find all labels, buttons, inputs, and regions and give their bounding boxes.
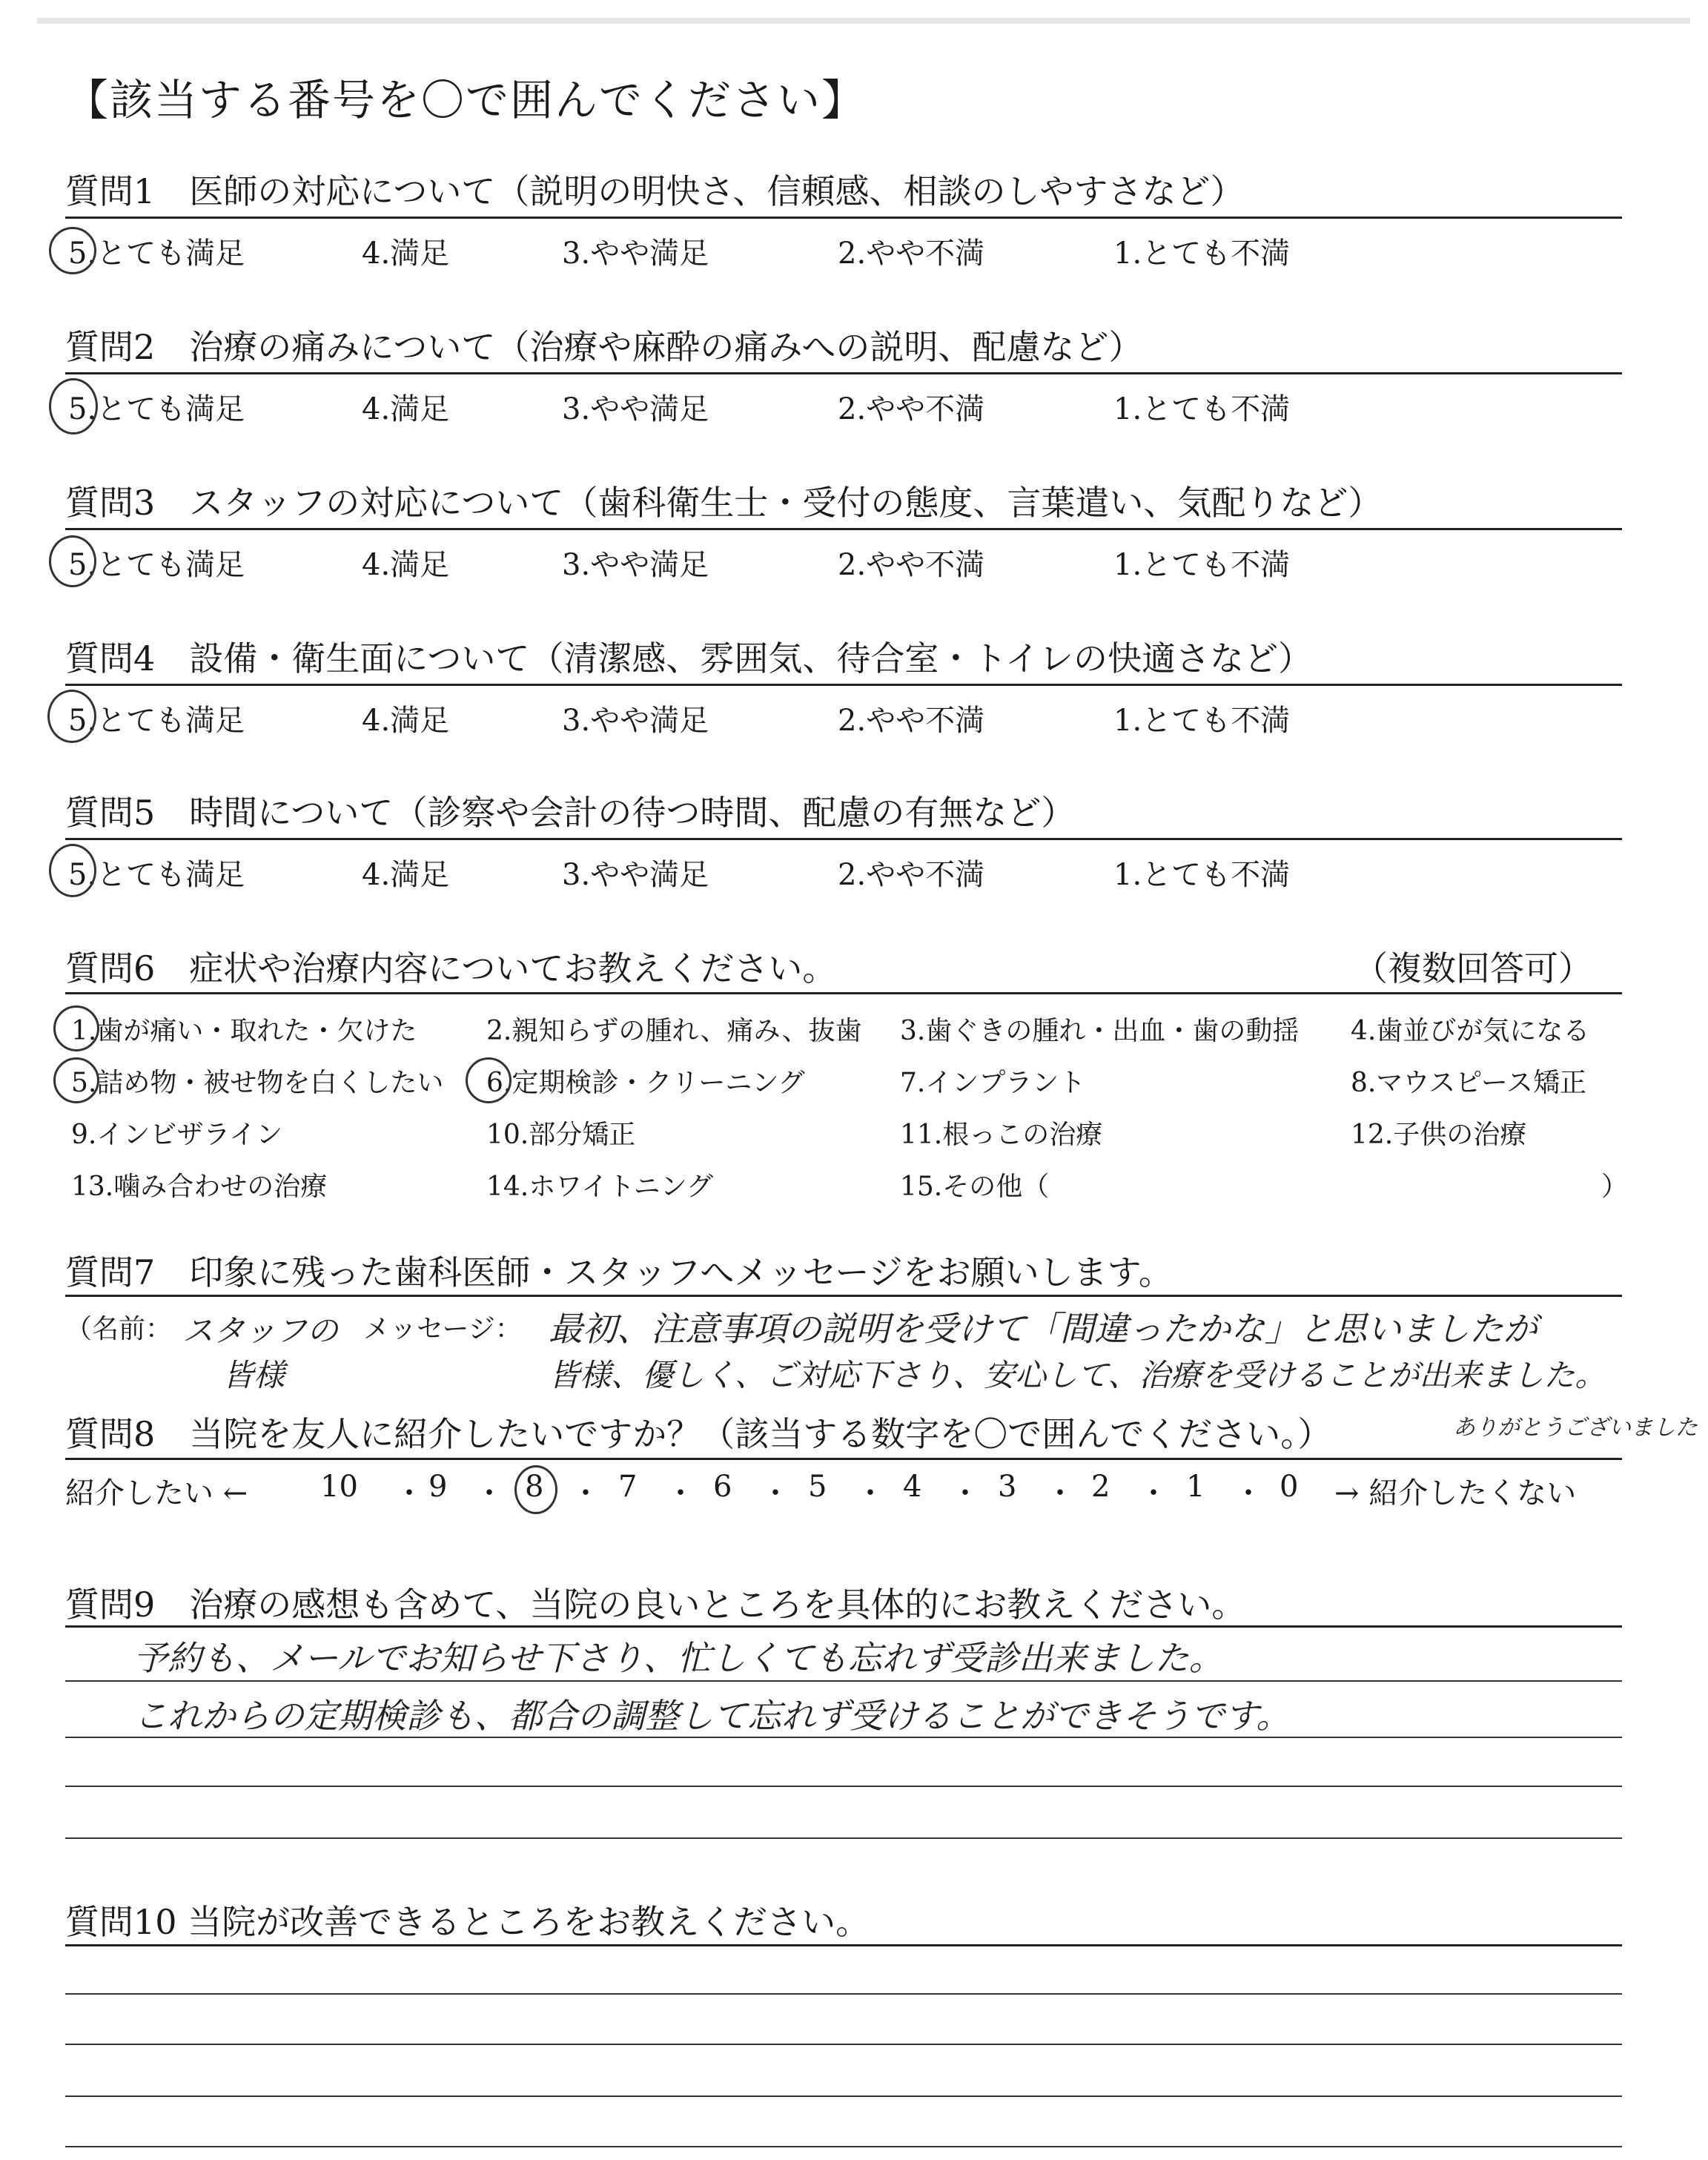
question-4-title: 質問4 設備・衛生面について（清潔感、雰囲気、待合室・トイレの快適さなど）: [65, 638, 1313, 678]
q6-option-15-close: ）: [1601, 1172, 1629, 1202]
q6-option-9[interactable]: 9.インビザライン: [71, 1120, 283, 1150]
q3-option-4[interactable]: 4.満足: [362, 548, 450, 582]
q7-name-value-line-2: 皆様: [222, 1357, 285, 1393]
q8-scale-0[interactable]: 0: [1280, 1470, 1299, 1504]
question-10-title: 質問10 当院が改善できるところをお教えください。: [65, 1902, 870, 1942]
q8-scale-8[interactable]: 8: [525, 1470, 544, 1504]
q7-message-label: メッセージ：: [363, 1314, 522, 1344]
q9-answer-rule-3: [65, 1786, 1622, 1787]
q5-selected-circle: [49, 844, 96, 897]
question-1-title: 質問1 医師の対応について（説明の明快さ、信頼感、相談のしやすさなど）: [65, 171, 1245, 211]
q6-option-5[interactable]: 5.詰め物・被せ物を白くしたい: [71, 1068, 444, 1098]
q6-selected-circle-5: [53, 1057, 99, 1103]
q6-option-15[interactable]: 15.その他（: [900, 1172, 1050, 1202]
q1-option-1[interactable]: 1.とても不満: [1113, 237, 1291, 271]
q7-name-label: （名前：: [65, 1314, 173, 1344]
q2-option-1[interactable]: 1.とても不満: [1113, 392, 1291, 426]
q5-option-4[interactable]: 4.満足: [362, 858, 450, 892]
q8-left-label: 紹介したい ←: [65, 1476, 248, 1510]
q9-answer-rule-2: [65, 1737, 1622, 1738]
q6-option-11[interactable]: 11.根っこの治療: [900, 1120, 1103, 1150]
q8-separator: ・: [950, 1476, 980, 1510]
q6-option-8[interactable]: 8.マウスピース矯正: [1351, 1068, 1587, 1098]
q2-selected-circle: [49, 378, 98, 435]
q1-option-4[interactable]: 4.満足: [362, 237, 450, 271]
q3-option-3[interactable]: 3.やや満足: [562, 548, 709, 582]
q8-separator: ・: [394, 1476, 424, 1510]
q4-option-2[interactable]: 2.やや不満: [838, 704, 985, 738]
q3-option-2[interactable]: 2.やや不満: [838, 548, 985, 582]
q6-option-7[interactable]: 7.インプラント: [900, 1068, 1086, 1098]
q9-answer-rule-1: [65, 1680, 1622, 1682]
q8-separator: ・: [571, 1476, 600, 1510]
q10-answer-rule-4: [65, 2146, 1622, 2147]
q8-selected-circle: [514, 1465, 557, 1514]
q8-separator: ・: [1234, 1476, 1263, 1510]
q3-selected-circle: [49, 535, 96, 587]
q8-scale-10[interactable]: 10: [320, 1470, 358, 1504]
question-8-title: 質問8 当院を友人に紹介したいですか？（該当する数字を〇で囲んでください。）: [65, 1414, 1332, 1454]
q2-option-2[interactable]: 2.やや不満: [838, 392, 985, 426]
q10-answer-rule-1: [65, 1993, 1622, 1995]
q1-selected-circle: [49, 227, 96, 274]
q6-option-14[interactable]: 14.ホワイトニング: [486, 1172, 714, 1202]
question-4-rule: [65, 684, 1622, 686]
question-2-title: 質問2 治療の痛みについて（治療や麻酔の痛みへの説明、配慮など）: [65, 327, 1143, 367]
q5-option-5[interactable]: 5.とても満足: [68, 858, 245, 892]
q1-option-5[interactable]: 5.とても満足: [68, 237, 245, 271]
q4-selected-circle: [47, 690, 96, 743]
q8-scale-2[interactable]: 2: [1091, 1470, 1110, 1504]
question-5-title: 質問5 時間について（診察や会計の待つ時間、配慮の有無など）: [65, 793, 1076, 833]
q8-scale-7[interactable]: 7: [618, 1470, 638, 1504]
q8-separator: ・: [666, 1476, 695, 1510]
q7-message-line-2: 皆様、優しく、ご対応下さり、安心して、治療を受けることが出来ました。: [549, 1357, 1606, 1393]
q6-option-4[interactable]: 4.歯並びが気になる: [1351, 1016, 1590, 1046]
q6-option-13[interactable]: 13.噛み合わせの治療: [71, 1172, 328, 1202]
q6-option-6[interactable]: 6.定期検診・クリーニング: [486, 1068, 805, 1098]
q10-answer-rule-2: [65, 2044, 1622, 2045]
q8-separator: ・: [855, 1476, 885, 1510]
q8-scale-4[interactable]: 4: [903, 1470, 922, 1504]
q2-option-5[interactable]: 5.とても満足: [68, 392, 245, 426]
q8-scale-9[interactable]: 9: [428, 1470, 448, 1504]
q2-option-3[interactable]: 3.やや満足: [562, 392, 709, 426]
q8-right-label: → 紹介したくない: [1334, 1476, 1577, 1510]
question-2-rule: [65, 372, 1622, 374]
q2-option-4[interactable]: 4.満足: [362, 392, 450, 426]
q8-scale-3[interactable]: 3: [998, 1470, 1017, 1504]
q5-option-3[interactable]: 3.やや満足: [562, 858, 709, 892]
q8-separator: ・: [1139, 1476, 1168, 1510]
question-9-title: 質問9 治療の感想も含めて、当院の良いところを具体的にお教えください。: [65, 1585, 1246, 1625]
question-6-title: 質問6 症状や治療内容についてお教えください。: [65, 948, 837, 988]
q8-separator: ・: [761, 1476, 790, 1510]
q8-scale-6[interactable]: 6: [713, 1470, 732, 1504]
question-1-rule: [65, 217, 1622, 219]
q6-selected-circle-1: [53, 1005, 99, 1051]
q5-option-2[interactable]: 2.やや不満: [838, 858, 985, 892]
q8-separator: ・: [1045, 1476, 1075, 1510]
q7-message-line-3: ありがとうございました: [1453, 1415, 1698, 1441]
question-8-rule: [65, 1458, 1622, 1460]
q9-answer-line-1: 予約も、メールでお知らせ下さり、忙しくても忘れず受診出来ました。: [133, 1638, 1223, 1678]
q6-option-3[interactable]: 3.歯ぐきの腫れ・出血・歯の動揺: [900, 1016, 1300, 1046]
q6-option-10[interactable]: 10.部分矯正: [486, 1120, 636, 1150]
q4-option-1[interactable]: 1.とても不満: [1113, 704, 1291, 738]
q6-option-12[interactable]: 12.子供の治療: [1351, 1120, 1527, 1150]
q3-option-5[interactable]: 5.とても満足: [68, 548, 245, 582]
q4-option-4[interactable]: 4.満足: [362, 704, 450, 738]
q3-option-1[interactable]: 1.とても不満: [1113, 548, 1291, 582]
question-5-rule: [65, 838, 1622, 840]
q6-selected-circle-6: [466, 1057, 512, 1103]
q7-message-line-1: 最初、注意事項の説明を受けて「間違ったかな」と思いましたが: [549, 1309, 1537, 1349]
q8-scale-5[interactable]: 5: [808, 1470, 827, 1504]
q9-answer-line-2: これからの定期検診も、都合の調整して忘れず受けることができそうです。: [133, 1696, 1291, 1736]
question-6-rule: [65, 992, 1622, 994]
page-title: 【該当する番号を〇で囲んでください】: [65, 75, 867, 125]
q7-name-value-line-1: スタッフの: [182, 1312, 339, 1349]
question-7-rule: [65, 1295, 1622, 1297]
q10-answer-rule-3: [65, 2095, 1622, 2097]
q5-option-1[interactable]: 1.とても不満: [1113, 858, 1291, 892]
question-9-rule: [65, 1625, 1622, 1628]
q4-option-5[interactable]: 5.とても満足: [68, 704, 245, 738]
q1-option-3[interactable]: 3.やや満足: [562, 237, 709, 271]
q8-scale-1[interactable]: 1: [1186, 1470, 1205, 1504]
q9-answer-rule-4: [65, 1837, 1622, 1839]
q6-option-1[interactable]: 1.歯が痛い・取れた・欠けた: [71, 1016, 417, 1046]
question-7-title: 質問7 印象に残った歯科医師・スタッフへメッセージをお願いします。: [65, 1252, 1173, 1292]
q6-option-2[interactable]: 2.親知らずの腫れ、痛み、抜歯: [486, 1016, 862, 1046]
question-3-rule: [65, 528, 1622, 530]
question-3-title: 質問3 スタッフの対応について（歯科衛生士・受付の態度、言葉遣い、気配りなど）: [65, 483, 1383, 523]
question-10-rule: [65, 1944, 1622, 1946]
q4-option-3[interactable]: 3.やや満足: [562, 704, 709, 738]
scan-edge: [37, 18, 1690, 24]
q8-separator: ・: [474, 1476, 504, 1510]
q1-option-2[interactable]: 2.やや不満: [838, 237, 985, 271]
question-6-note: （複数回答可）: [1354, 948, 1592, 988]
